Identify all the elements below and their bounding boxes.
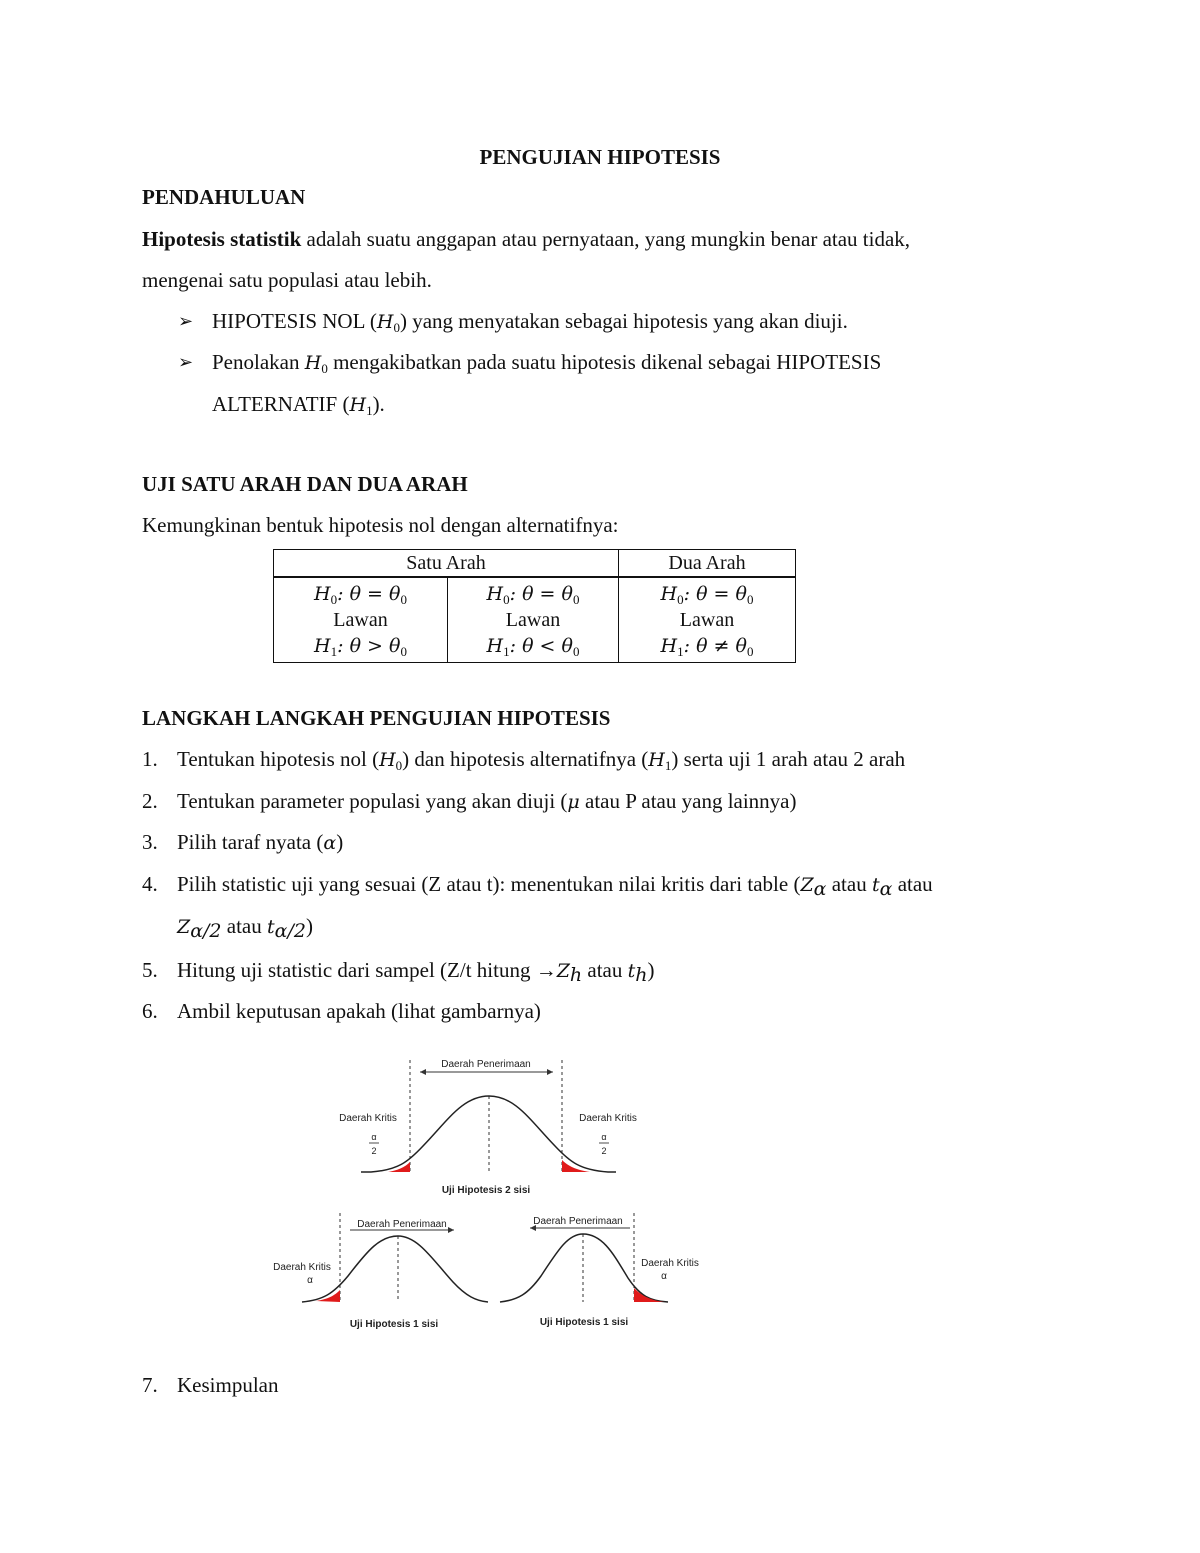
svg-text:2: 2: [371, 1146, 377, 1156]
step-6: Ambil keputusan apakah (lihat gambarnya): [177, 999, 541, 1023]
caption-two-sided: Uji Hipotesis 2 sisi: [441, 1185, 531, 1196]
step-5: Hitung uji statistic dari sampel (Z/t hitung $\to Z_h$ atau $t_h$): [177, 958, 655, 986]
critical-label-right: Daerah Kritis: [579, 1113, 637, 1124]
header-two-sided: Dua Arah: [619, 550, 796, 578]
caption-one-sided-right: Uji Hipotesis 1 sisi: [539, 1317, 629, 1328]
section-heading-directions: UJI SATU ARAH DAN DUA ARAH: [142, 472, 468, 496]
step-number: 6.: [142, 999, 158, 1023]
step-number: 7.: [142, 1373, 158, 1397]
step-2: Tentukan parameter populasi yang akan diuji (μ atau P atau yang lainnya): [177, 789, 797, 813]
hypothesis-regions-figure: [258, 1050, 728, 1340]
svg-text:α: α: [371, 1132, 377, 1142]
section-heading-steps: LANGKAH LANGKAH PENGUJIAN HIPOTESIS: [142, 706, 611, 730]
step-4-line-2: $Z_{\alpha/2}$ atau $t_{\alpha/2}$): [177, 914, 313, 942]
accept-region-label: Daerah Penerimaan: [441, 1059, 531, 1070]
bullet-rejection-line-1: Penolakan $H_0$ mengakibatkan pada suatu hipotesis dikenal sebagai HIPOTESIS: [212, 350, 882, 376]
step-4-line-1: Pilih statistic uji yang sesuai (Z atau t): menentukan nilai kritis dari table ($Z_\alpha$ atau $t_\alpha$ atau: [177, 872, 933, 900]
page-title: PENGUJIAN HIPOTESIS: [479, 145, 721, 169]
critical-region-left: [388, 1162, 410, 1172]
step-number: 3.: [142, 830, 158, 854]
critical-region-left-tail: [316, 1290, 340, 1302]
bullet-rejection-line-2: ALTERNATIF $(H_1)$.: [212, 392, 385, 418]
arrow-bullet-icon: ➢: [178, 311, 194, 331]
cell-left-tailed: $H_0$: $\theta = \theta_0$ Lawan $H_1$: $\theta < \theta_0$: [448, 577, 619, 663]
step-number: 1.: [142, 747, 158, 771]
section-lead: Kemungkinan bentuk hipotesis nol dengan alternatifnya:: [142, 513, 619, 537]
two-sided-diagram: [339, 1059, 637, 1196]
definition-text: adalah suatu anggapan atau pernyataan, yang mungkin benar atau tidak,: [301, 227, 911, 251]
step-number: 2.: [142, 789, 158, 813]
svg-text:Daerah Kritis: Daerah Kritis: [273, 1262, 331, 1273]
svg-text:α: α: [601, 1132, 607, 1142]
step-7: Kesimpulan: [177, 1373, 279, 1397]
one-sided-right-diagram: [500, 1213, 699, 1328]
caption-one-sided-left: Uji Hipotesis 1 sisi: [349, 1319, 439, 1330]
definition-term: Hipotesis statistik: [142, 227, 302, 251]
intro-heading: PENDAHULUAN: [142, 185, 306, 209]
header-one-sided: Satu Arah: [274, 550, 619, 578]
hypothesis-table: [273, 549, 796, 663]
critical-label-left: Daerah Kritis: [339, 1113, 397, 1124]
step-number: 4.: [142, 872, 158, 896]
cell-right-tailed: $H_0$: $\theta = \theta_0$ Lawan $H_1$: $\theta > \theta_0$: [274, 577, 448, 663]
bullet-null-hypothesis: HIPOTESIS NOL $(H_0)$ yang menyatakan sebagai hipotesis yang akan diuji.: [212, 309, 848, 335]
step-1: Tentukan hipotesis nol $(H_0)$ dan hipotesis alternatifnya $(H_1)$ serta uji 1 arah atau 2 arah: [177, 747, 906, 773]
arrow-bullet-icon: ➢: [178, 352, 194, 372]
one-sided-left-diagram: [273, 1213, 488, 1330]
definition-line-1: [142, 227, 910, 251]
svg-text:α: α: [307, 1275, 313, 1286]
cell-two-tailed: $H_0$: $\theta = \theta_0$ Lawan $H_1$: $\theta \ne \theta_0$: [619, 577, 796, 663]
svg-text:Daerah Penerimaan: Daerah Penerimaan: [357, 1219, 447, 1230]
svg-text:Daerah Penerimaan: Daerah Penerimaan: [533, 1216, 623, 1227]
step-3: Pilih taraf nyata (α): [177, 830, 344, 854]
svg-text:Daerah Kritis: Daerah Kritis: [641, 1258, 699, 1269]
step-number: 5.: [142, 958, 158, 982]
critical-region-right: [562, 1160, 590, 1172]
svg-text:2: 2: [601, 1146, 607, 1156]
svg-text:α: α: [661, 1271, 667, 1282]
definition-line-2: mengenai satu populasi atau lebih.: [142, 268, 432, 292]
